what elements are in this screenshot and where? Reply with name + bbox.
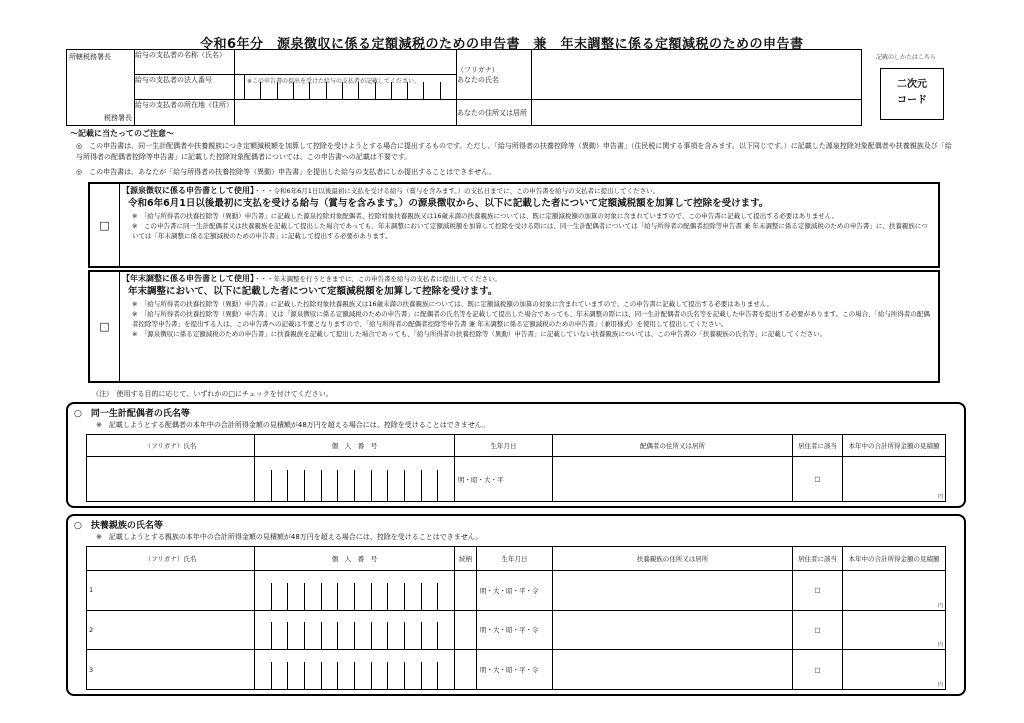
payer-number-input[interactable]	[245, 75, 457, 100]
year-end-head	[122, 274, 934, 284]
year-end-subnote-1: ※ 「給与所得者の扶養控除等（異動）申告書」に記載した控除対象扶養親族又は16歳未満の扶養親族については、既に定額減税額の加算の対象に含まれていますので、この申告書に記載して提出する必要はありません。	[132, 300, 774, 308]
qr-note: 記載のしかたはこちら	[876, 54, 937, 61]
spouse-title: ○ 同一生計配偶者の氏名等	[74, 409, 190, 419]
withholding-option-box	[88, 182, 940, 268]
withholding-head-rest: ・・・令和6年6月1日以後最初に支払を受ける給与（賞与を含みます。）の支払日までに、この申告書を給与の支払者に提出してください。	[254, 187, 660, 195]
dependent-address-input[interactable]	[553, 571, 793, 611]
payer-name-input[interactable]	[235, 50, 457, 75]
header-table	[66, 49, 862, 126]
usage-footnote: （注） 使用する目的に応じて、いずれかの□にチェックを付けてください。	[92, 390, 333, 398]
withholding-subnote-2: ※ この申告書に同一生計配偶者又は扶養親族を記載して提出した場合であっても、年末調整において定額減税額を加算して控除を受ける際には、同一生計配偶者については「給与所得者の配偶者控除等申告書 兼 年末調整に係る定額減税のための申告書」に、扶養親族については「年末調整に係る定額減税のための申告書」に記載して提出する必要があります。	[132, 222, 928, 240]
year-end-checkbox[interactable]: □	[90, 272, 120, 381]
payer-address-input[interactable]	[235, 100, 457, 126]
dependent-name-input[interactable]	[87, 610, 255, 650]
dependent-birth-input[interactable]: 明・大・昭・平・令	[477, 571, 553, 611]
dependent-row	[87, 571, 946, 611]
dependents-col-number: 個 人 番 号	[255, 547, 455, 571]
dependent-number-input[interactable]	[255, 650, 455, 690]
dependent-address-input[interactable]	[553, 650, 793, 690]
dependent-resident-checkbox[interactable]: □	[793, 571, 843, 611]
dependent-relation-input[interactable]	[455, 650, 477, 690]
spouse-col-address: 配偶者の住所又は居所	[553, 435, 793, 457]
tax-office-tail: 税務署長	[104, 114, 132, 122]
dependents-table	[86, 546, 946, 690]
dependent-yen: 円	[937, 642, 943, 649]
spouse-birth-input[interactable]: 明・昭・大・平	[455, 457, 553, 502]
number-ticks	[255, 611, 454, 650]
your-address-label: あなたの住所又は居所	[457, 100, 532, 126]
year-end-subnote-2: ※ 「給与所得者の扶養控除等（異動）申告書」又は「源泉徴収に係る定額減税のための申告書」に配偶者の氏名等を記載して提出した場合であっても、年末調整の際には、同一生計配偶者の氏名等を記載した申告書を提出する必要があります。この場合、「給与所得者の配偶者控除等申告書」を提出する人は、この申告書への記載は不要となりますので、「給与所得者の配偶者控除等申告書 兼 年末調整に係る定額減税のための申告書」（兼用様式）を使用して提出してください。	[132, 310, 930, 328]
dependent-income-input[interactable]	[843, 571, 946, 611]
spouse-col-name: （フリガナ）氏名	[87, 435, 255, 457]
qr-code-box[interactable]	[880, 68, 944, 120]
spouse-col-birth: 生年月日	[455, 435, 553, 457]
year-end-statement: 年末調整において、以下に記載した者について定額減税額を加算して控除を受けます。	[128, 286, 498, 297]
tax-office-cell[interactable]	[67, 50, 135, 126]
note-2: ◎ この申告書は、あなたが「給与所得者の扶養控除等（異動）申告書」を提出した給与の支払者にしか提出することはできません。	[76, 168, 496, 176]
spouse-resident-checkbox[interactable]: □	[793, 457, 843, 502]
dependent-resident-checkbox[interactable]: □	[793, 650, 843, 690]
spouse-section	[66, 402, 966, 508]
payer-number-prefix	[235, 75, 245, 100]
your-address-input[interactable]	[532, 100, 862, 126]
dependents-section	[66, 514, 966, 696]
dependent-row	[87, 650, 946, 690]
payer-address-label: 給与の支払者の所在地（住所）	[135, 100, 235, 126]
spouse-yen: 円	[937, 494, 943, 500]
year-end-head-rest: ・・・年末調整を行うときまでに、この申告書を給与の支払者に提出してください。	[254, 275, 501, 283]
qr-label-2: コード	[897, 95, 927, 106]
dependent-yen: 円	[937, 682, 943, 688]
withholding-head	[122, 186, 934, 196]
spouse-number-input[interactable]	[255, 457, 455, 502]
dependents-note: ※ 記載しようとする親族の本年中の合計所得金額の見積額が48万円を超える場合には、控除を受けることはできません。	[96, 533, 483, 541]
dependents-col-birth: 生年月日	[477, 547, 553, 571]
dependent-relation-input[interactable]	[455, 610, 477, 650]
dependent-resident-checkbox[interactable]: □	[793, 610, 843, 650]
dependent-address-input[interactable]	[553, 610, 793, 650]
dependent-row-number: 3	[89, 665, 94, 674]
dependent-number-input[interactable]	[255, 571, 455, 611]
tax-office-head: 所轄税務署長	[69, 53, 111, 61]
dependent-income-input[interactable]	[843, 610, 946, 650]
dependents-col-address: 扶養親族の住所又は居所	[553, 547, 793, 571]
dependents-col-income: 本年中の合計所得金額の見積額	[843, 547, 946, 571]
dependent-row-number: 2	[89, 625, 94, 634]
number-ticks	[255, 457, 454, 501]
dependents-col-name: （フリガナ）氏名	[87, 547, 255, 571]
dependent-row	[87, 610, 946, 650]
year-end-head-label: 【年末調整に係る申告書として使用】	[122, 274, 254, 283]
payer-number-label: 給与の支払者の法人番号	[135, 75, 235, 100]
dependent-name-input[interactable]	[87, 650, 255, 690]
furigana-label: （フリガナ）	[457, 65, 499, 74]
notes-title: ～記載に当たってのご注意～	[70, 129, 174, 138]
withholding-subnote-1: ※ 「給与所得者の扶養控除等（異動）申告書」に記載した源泉控除対象配偶者、控除対象扶養親族又は16歳未満の扶養親族については、既に定額減税額の加算の対象に含まれていますので、この申告書に記載して提出する必要はありません。	[132, 212, 839, 220]
spouse-col-resident: 居住者に該当	[793, 435, 843, 457]
payer-number-note: ※この申告書の提出を受けた給与の支払者が記載してください。	[247, 78, 421, 85]
spouse-table	[86, 434, 946, 502]
dependents-col-resident: 居住者に該当	[793, 547, 843, 571]
dependent-name-input[interactable]	[87, 571, 255, 611]
your-name-label: あなたの氏名	[457, 75, 499, 84]
spouse-income-input[interactable]	[843, 457, 946, 502]
note-1: ◎ この申告書は、同一生計配偶者や扶養親族につき定額減税額を加算して控除を受けようとする場合に提出するものです。ただし、「給与所得者の扶養控除等（異動）申告書」（住民税に関する事項を含みます。以下同じです。）に記載した源泉控除対象配偶者や扶養親族及び「給与所得者の配偶者控除等申告書」に記載した控除対象配偶者については、この申告書への記載は不要です。	[76, 142, 952, 161]
dependents-title: ○ 扶養親族の氏名等	[74, 521, 163, 531]
qr-label-1: 二次元	[897, 79, 927, 90]
dependent-row-number: 1	[89, 586, 94, 595]
name-label	[457, 50, 532, 100]
spouse-col-number: 個 人 番 号	[255, 435, 455, 457]
withholding-head-label: 【源泉徴収に係る申告書として使用】	[122, 186, 254, 195]
dependent-birth-input[interactable]: 明・大・昭・平・令	[477, 650, 553, 690]
dependent-income-input[interactable]	[843, 650, 946, 690]
dependent-yen: 円	[937, 602, 943, 609]
your-name-input[interactable]	[532, 50, 862, 100]
spouse-col-income: 本年中の合計所得金額の見積額	[843, 435, 946, 457]
form-title: 令和6年分 源泉徴収に係る定額減税のための申告書 兼 年末調整に係る定額減税のための申告書	[200, 37, 804, 52]
dependent-number-input[interactable]	[255, 610, 455, 650]
payer-name-label: 給与の支払者の名称（氏名）	[135, 50, 235, 75]
spouse-note: ※ 記載しようとする配偶者の本年中の合計所得金額の見積額が48万円を超える場合には、控除を受けることはできません。	[96, 421, 490, 429]
number-ticks	[255, 571, 454, 610]
withholding-checkbox[interactable]: □	[90, 184, 120, 266]
number-ticks	[255, 650, 454, 689]
withholding-statement: 令和6年6月1日以後最初に支払を受ける給与（賞与を含みます。）の源泉徴収から、以下に記載した者について定額減税額を加算して控除を受けます。	[128, 198, 769, 209]
year-end-option-box	[88, 270, 940, 383]
spouse-name-input[interactable]	[87, 457, 255, 502]
dependents-col-relation: 続柄	[455, 547, 477, 571]
spouse-address-input[interactable]	[553, 457, 793, 502]
dependent-relation-input[interactable]	[455, 571, 477, 611]
dependent-birth-input[interactable]: 明・大・昭・平・令	[477, 610, 553, 650]
year-end-subnote-3: ※ 「源泉徴収に係る定額減税のための申告書」に扶養親族を記載して提出した場合であっても、「給与所得者の扶養控除等（異動）申告書」に記載していない扶養親族については、この申告書の「扶養親族の氏名等」に記載してください。	[132, 330, 827, 338]
